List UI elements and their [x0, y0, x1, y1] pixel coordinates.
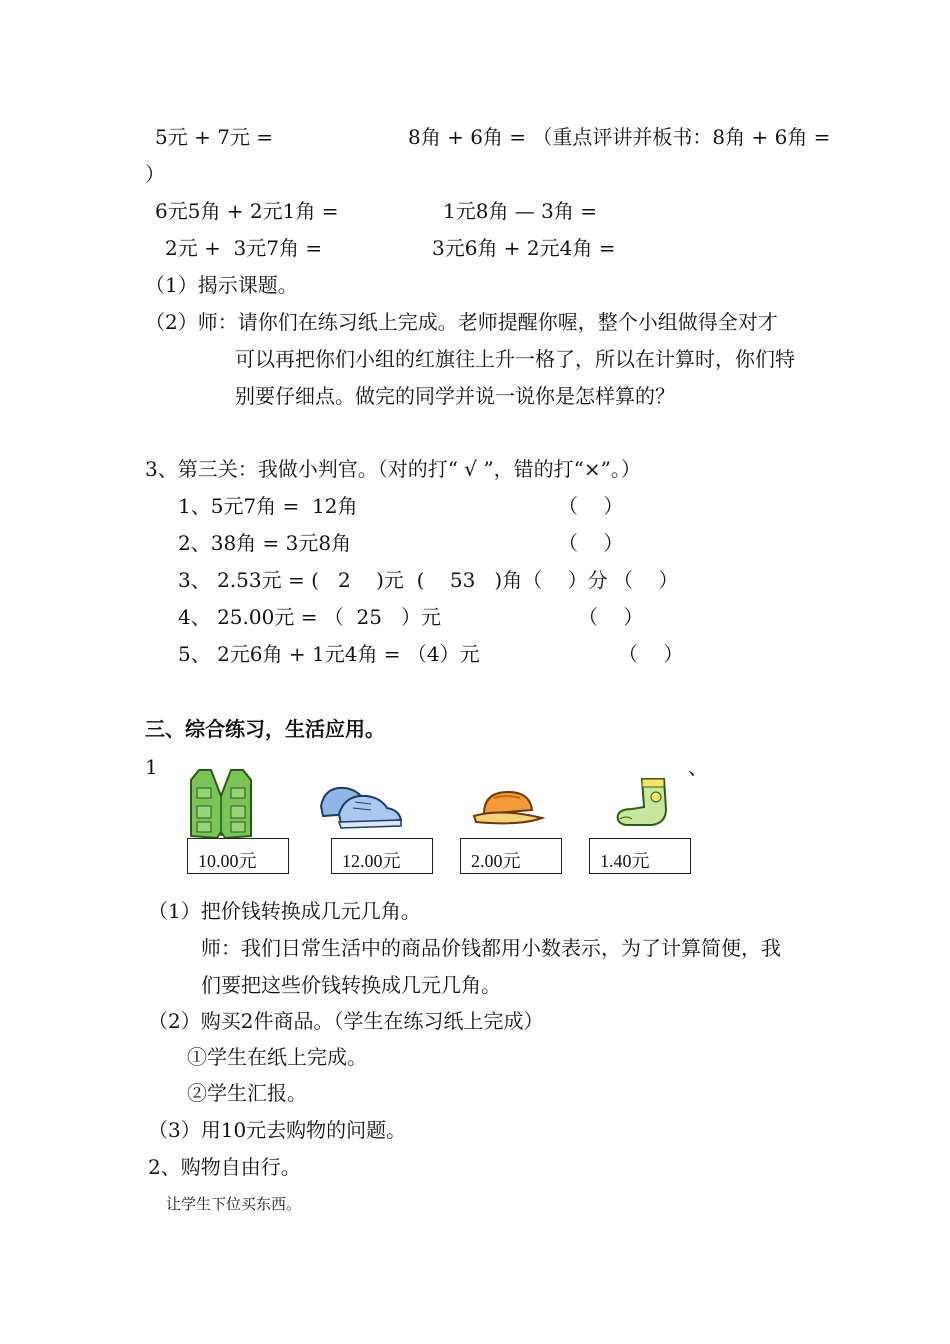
judge-mark-2: （ ） — [558, 531, 624, 555]
price-label-4: 1.40元 — [600, 851, 650, 871]
judge-mark-1: （ ） — [558, 494, 624, 518]
calc-line-5: 2元 + 3元7角 = — [165, 236, 323, 260]
part-3: （3）用10元去购物的问题。 — [148, 1118, 407, 1142]
section3-heading: 三、综合练习，生活应用。 — [145, 717, 385, 741]
judge-mark-5: （ ） — [618, 642, 684, 666]
judge-mark-3: （ ） — [613, 568, 679, 592]
question-2-note: 让学生下位买东西。 — [166, 1195, 302, 1213]
judge-item-1: 1、5元7角 = 12角 — [178, 494, 358, 518]
socks-image — [612, 775, 676, 829]
vest-image — [185, 766, 257, 842]
price-label-3: 2.00元 — [471, 851, 521, 871]
judge-item-3: 3、 2.53元 = ( 2 )元 ( 53 )角（ ）分 — [178, 568, 608, 592]
price-box-4 — [589, 838, 691, 874]
calc-line-4: 1元8角 — 3角 = — [443, 199, 598, 223]
judge-item-4: 4、 25.00元 = （ 25 ）元 — [178, 605, 442, 629]
item-comma: 、 — [688, 755, 708, 779]
price-box-2 — [331, 838, 433, 874]
step-2-line-1: （2）师：请你们在练习纸上完成。老师提醒你喔，整个小组做得全对才 — [145, 310, 778, 334]
calc-line-2-close: ） — [145, 162, 165, 186]
judge-item-2: 2、38角 = 3元8角 — [178, 531, 352, 555]
judge-item-5: 5、 2元6角 + 1元4角 = （4）元 — [178, 642, 480, 666]
calc-line-3: 6元5角 + 2元1角 = — [155, 199, 339, 223]
price-label-2: 12.00元 — [342, 851, 401, 871]
part-1: （1）把价钱转换成几元几角。 — [148, 899, 421, 923]
price-label-1: 10.00元 — [198, 851, 257, 871]
part-2-a: ①学生在纸上完成。 — [187, 1045, 367, 1069]
step-2-line-2: 可以再把你们小组的红旗往上升一格了，所以在计算时，你们特 — [235, 347, 795, 371]
question-2: 2、购物自由行。 — [148, 1155, 301, 1179]
part-2-b: ②学生汇报。 — [187, 1081, 307, 1105]
item-number: 1 — [145, 755, 158, 779]
price-box-1 — [187, 838, 289, 874]
part-1-teacher-line-1: 师：我们日常生活中的商品价钱都用小数表示，为了计算简便，我 — [201, 936, 781, 960]
part-2: （2）购买2件商品。（学生在练习纸上完成） — [148, 1009, 544, 1033]
calc-line-2: 8角 + 6角 = （重点评讲并板书：8角 + 6角 = — [408, 125, 831, 149]
price-box-3 — [460, 838, 562, 874]
judge-mark-4: （ ） — [578, 605, 644, 629]
cap-image — [470, 784, 546, 828]
step-1: （1）揭示课题。 — [145, 273, 298, 297]
shoes-image — [315, 776, 407, 830]
calc-line-6: 3元6角 + 2元4角 = — [432, 236, 616, 260]
step-2-line-3: 别要仔细点。做完的同学并说一说你是怎样算的？ — [235, 384, 675, 408]
part-1-teacher-line-2: 们要把这些价钱转换成几元几角。 — [201, 973, 501, 997]
calc-line-1: 5元 + 7元 = — [155, 125, 274, 149]
level3-heading: 3、第三关：我做小判官。（对的打“ √ ”，错的打“×”。） — [145, 457, 641, 481]
